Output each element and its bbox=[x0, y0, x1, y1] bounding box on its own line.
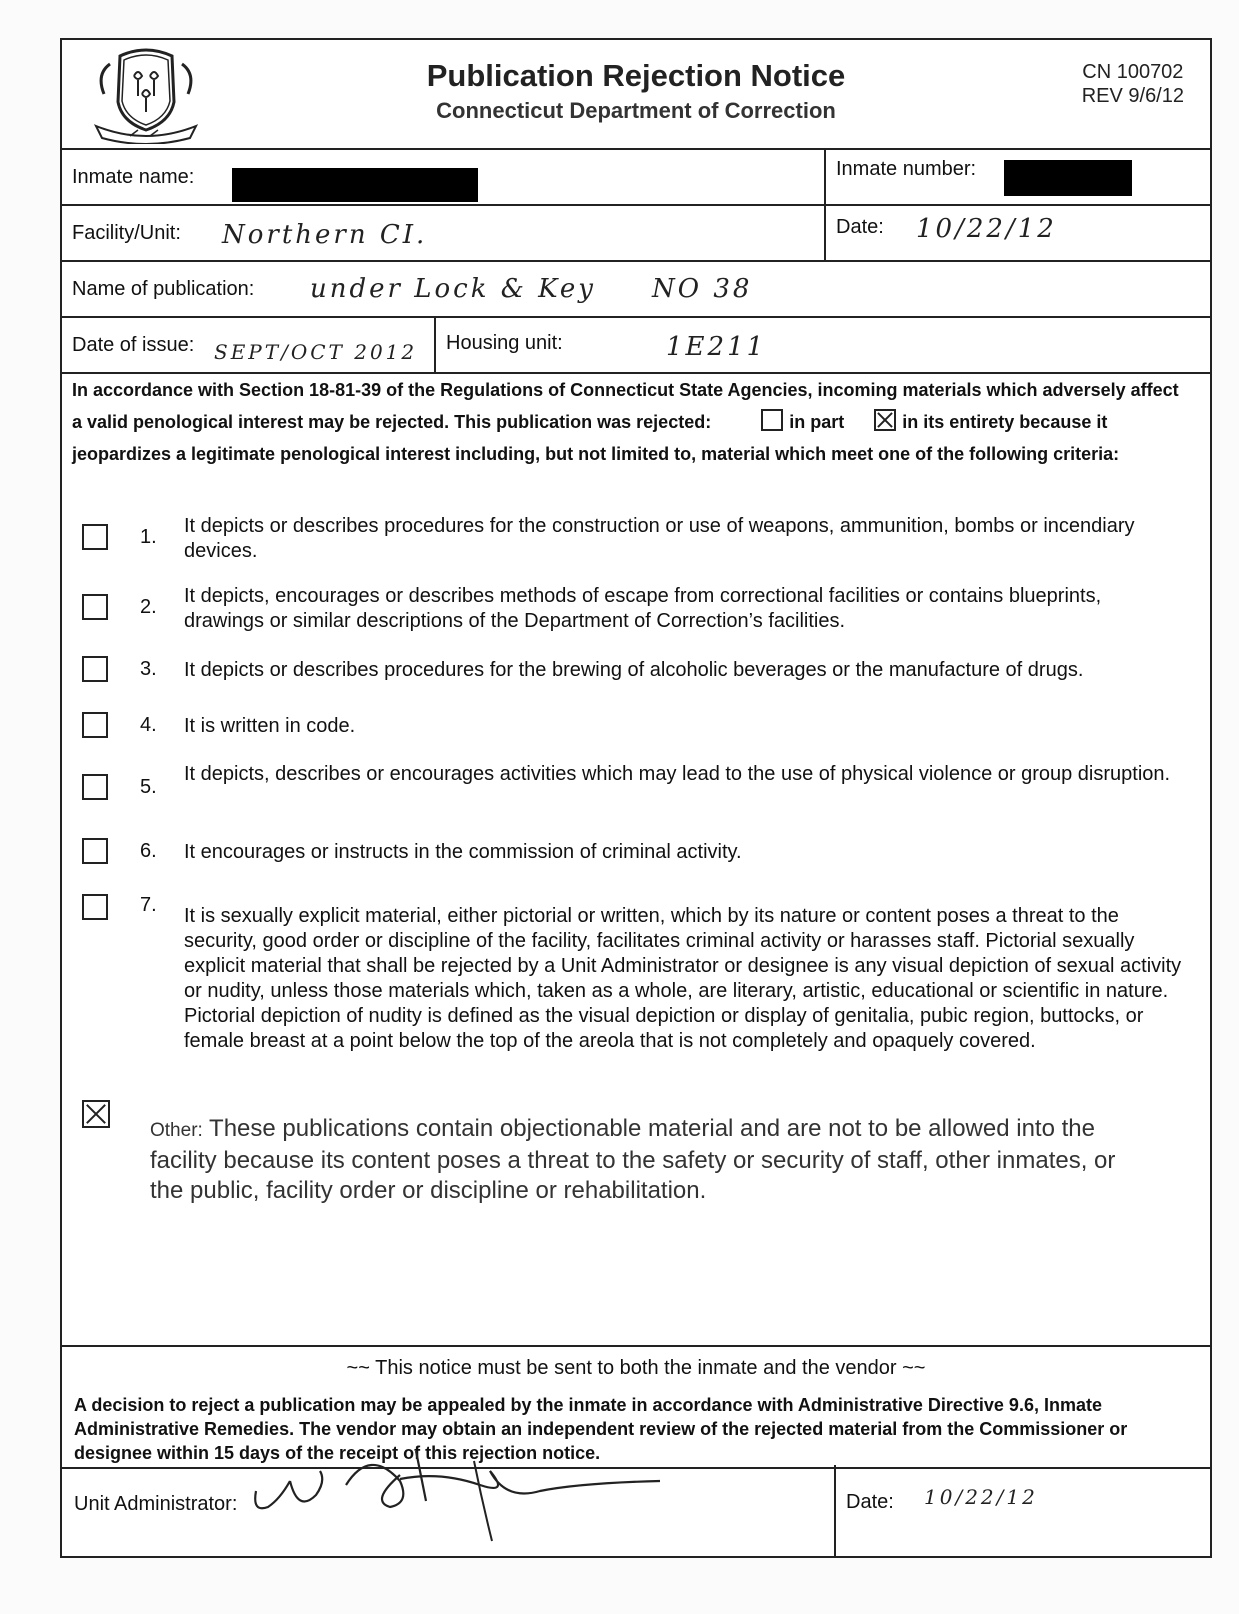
in-entirety-label: in its entirety bbox=[902, 412, 1015, 432]
regulation-text: In accordance with Section 18-81-39 of the Regulations of Connecticut State Agencies, incoming materials which adversely affect a valid penological interest may be rejected. This publication was rejected: bbox=[72, 380, 1179, 432]
signature-row bbox=[62, 1465, 1210, 1558]
issue-label: Date of issue: bbox=[72, 334, 195, 356]
criterion-checkbox[interactable] bbox=[82, 524, 108, 550]
form-number: CN 100702 bbox=[1082, 61, 1184, 83]
criterion-checkbox[interactable] bbox=[82, 774, 108, 800]
criterion-checkbox[interactable] bbox=[82, 838, 108, 864]
unit-administrator-label: Unit Administrator: bbox=[74, 1493, 238, 1515]
inmate-number-redaction bbox=[1004, 160, 1132, 196]
publication-value: under Lock & Key bbox=[310, 274, 596, 304]
inmate-name-redaction bbox=[232, 168, 478, 202]
signature-date-cell bbox=[834, 1465, 1210, 1558]
publication-number: NO 38 bbox=[652, 274, 753, 304]
date-cell bbox=[824, 204, 1210, 260]
criterion-checkbox[interactable] bbox=[82, 594, 108, 620]
date-value: 10/22/12 bbox=[916, 214, 1057, 244]
criterion-number: 4. bbox=[140, 714, 157, 736]
facility-label: Facility/Unit: bbox=[72, 222, 181, 244]
criterion-number: 7. bbox=[140, 894, 157, 916]
inmate-row bbox=[62, 148, 1210, 206]
signature-date-label: Date: bbox=[846, 1491, 894, 1513]
vendor-notice: ~~ This notice must be sent to both the inmate and the vendor ~~ bbox=[346, 1357, 926, 1379]
inmate-number-cell bbox=[824, 148, 1210, 204]
criterion-text: It depicts, encourages or describes methods of escape from correctional facilities or contains blueprints, drawings or similar descriptions of the Department of Correction’s facilities. bbox=[184, 585, 1102, 632]
criterion-text: It encourages or instructs in the commission of criminal activity. bbox=[184, 841, 742, 863]
signature-date-value: 10/22/12 bbox=[924, 1485, 1038, 1509]
facility-value: Northern CI. bbox=[222, 220, 428, 250]
other-reason bbox=[150, 1114, 1150, 1206]
criterion-number: 2. bbox=[140, 596, 157, 618]
criterion-text: It depicts, describes or encourages activities which may lead to the use of physical violence or group disruption. bbox=[184, 763, 1171, 785]
page-subtitle: Connecticut Department of Correction bbox=[436, 98, 836, 123]
criterion-number: 6. bbox=[140, 840, 157, 862]
criterion-number: 5. bbox=[140, 776, 157, 798]
issue-row bbox=[62, 316, 1210, 374]
rejection-notice-form bbox=[60, 38, 1212, 1558]
inmate-number-label: Inmate number: bbox=[836, 158, 977, 180]
housing-label: Housing unit: bbox=[446, 332, 563, 354]
criterion-checkbox[interactable] bbox=[82, 656, 108, 682]
facility-row bbox=[62, 204, 1210, 262]
form-header bbox=[62, 40, 1210, 150]
housing-cell bbox=[434, 316, 1210, 372]
housing-value: 1E211 bbox=[666, 332, 767, 362]
criterion-checkbox[interactable] bbox=[82, 712, 108, 738]
other-text: These publications contain objectionable material and are not to be allowed into the facility because its content poses a threat to the safety or security of staff, other inmates, or the public, facility order or discipline or rehabilitation. bbox=[150, 1115, 1116, 1204]
signature-icon bbox=[250, 1441, 670, 1551]
criterion-text: It is sexually explicit material, either pictorial or written, which by its nature or content poses a threat to the security, good order or discipline of the facility, facilitates criminal activity or harasses staff. Pictorial sexually explicit material that shall be rejected by a Unit Administrator or designee is any visual depiction of sexual activity or nudity, unless those materials which, taken as a whole, are literary, artistic, educational or scientific in nature. Pictorial depiction of nudity is defined as the visual depiction or display of genitalia, pubic region, buttocks, or female breast at a point below the top of the areola that is not completely and opaquely covered. bbox=[184, 905, 1182, 1052]
publication-row bbox=[62, 260, 1210, 318]
criterion-text: It depicts or describes procedures for the brewing of alcoholic beverages or the manufacture of drugs. bbox=[184, 659, 1084, 681]
in-entirety-checkbox[interactable] bbox=[874, 409, 896, 431]
criteria-lead-text: because it jeopardizes a legitimate penological interest including, but not limited to, material which meet one of the following criteria: bbox=[72, 412, 1120, 464]
criterion-number: 3. bbox=[140, 658, 157, 680]
inmate-name-label: Inmate name: bbox=[72, 166, 195, 188]
regulation-paragraph bbox=[72, 374, 1190, 470]
form-number-block bbox=[1082, 60, 1184, 108]
criterion-number: 1. bbox=[140, 526, 157, 548]
criterion-checkbox[interactable] bbox=[82, 894, 108, 920]
criterion-text: It depicts or describes procedures for the construction or use of weapons, ammunition, bombs or incendiary devices. bbox=[184, 515, 1135, 562]
issue-value: SEPT/OCT 2012 bbox=[214, 340, 418, 364]
page-title: Publication Rejection Notice bbox=[426, 58, 846, 93]
other-label: Other: bbox=[150, 1120, 203, 1141]
criterion-text: It is written in code. bbox=[184, 715, 356, 737]
in-part-checkbox[interactable] bbox=[761, 409, 783, 431]
appeal-paragraph: A decision to reject a publication may be appealed by the inmate in accordance with Administrative Directive 9.6, Inmate Administrative Remedies. The vendor may obtain an independent review of the rejected material from the Commissioner or designee within 15 days of the receipt of this rejection notice. bbox=[74, 1395, 1128, 1463]
form-revision: REV 9/6/12 bbox=[1081, 85, 1184, 107]
in-part-label: in part bbox=[789, 412, 845, 432]
other-checkbox[interactable] bbox=[82, 1100, 110, 1128]
publication-label: Name of publication: bbox=[72, 278, 255, 300]
date-label: Date: bbox=[836, 216, 884, 238]
